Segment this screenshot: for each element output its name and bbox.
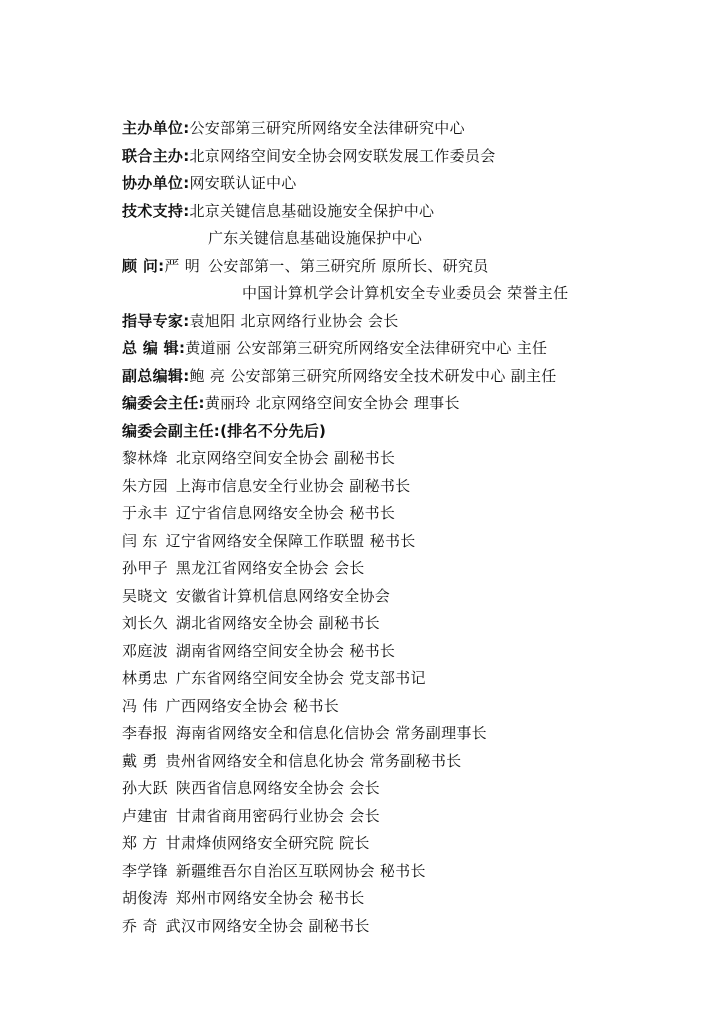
- member-info: 辽宁省信息网络安全协会 秘书长: [175, 504, 396, 522]
- deputy-editor-label: 副总编辑:: [122, 366, 190, 385]
- expert-value: 袁旭阳 北京网络行业协会 会长: [189, 311, 399, 330]
- editor-row: [122, 335, 702, 363]
- member-name: 郑 方: [122, 834, 158, 852]
- member-name: 乔 奇: [122, 916, 158, 935]
- member-info: 湖南省网络空间安全协会 秘书长: [175, 641, 396, 660]
- co-organizer-row: [122, 143, 702, 171]
- member-name: 于永丰: [122, 504, 168, 522]
- committee-vice-heading: 编委会副主任:(排名不分先后): [122, 421, 327, 440]
- list-item: [122, 858, 702, 886]
- advisor-title-1: 公安部第一、第三研究所 原所长、研究员: [208, 256, 489, 275]
- list-item: [122, 775, 702, 803]
- assisting-value: 网安联认证中心: [189, 174, 297, 192]
- member-name: 冯 伟: [122, 696, 158, 715]
- list-item: [122, 473, 702, 501]
- advisor-row-2: [122, 280, 702, 308]
- member-name: 孙甲子: [122, 559, 168, 577]
- list-item: [122, 445, 702, 473]
- list-item: [122, 748, 702, 776]
- member-info: 武汉市网络安全协会 副秘书长: [165, 916, 370, 935]
- member-list: [122, 445, 702, 940]
- advisor-label: 顾 问:: [122, 256, 165, 275]
- list-item: [122, 638, 702, 666]
- deputy-editor-row: [122, 363, 702, 391]
- assisting-label: 协办单位:: [122, 174, 190, 192]
- member-info: 郑州市网络安全协会 秘书长: [175, 889, 365, 907]
- list-item: [122, 803, 702, 831]
- list-item: [122, 830, 702, 858]
- editor-label: 总 编 辑:: [122, 339, 186, 357]
- member-info: 湖北省网络安全协会 副秘书长: [175, 614, 380, 632]
- advisor-title-2: 中国计算机学会计算机安全专业委员会 荣誉主任: [242, 284, 569, 302]
- member-info: 广西网络安全协会 秘书长: [165, 696, 340, 715]
- tech-support-row: [122, 198, 702, 226]
- committee-chair-value: 黄丽玲 北京网络空间安全协会 理事长: [204, 394, 460, 412]
- deputy-editor-value: 鲍 亮 公安部第三研究所网络安全技术研发中心 副主任: [189, 366, 557, 385]
- member-info: 黑龙江省网络安全协会 会长: [175, 559, 365, 577]
- member-info: 陕西省信息网络安全协会 会长: [175, 779, 380, 797]
- organizer-row: [122, 115, 702, 143]
- member-name: 胡俊涛: [122, 889, 168, 907]
- member-name: 李春报: [122, 724, 168, 742]
- advisor-name: 严 明: [164, 256, 201, 275]
- list-item: [122, 610, 702, 638]
- member-info: 安徽省计算机信息网络安全协会: [175, 586, 391, 605]
- list-item: [122, 583, 702, 611]
- organizer-label: 主办单位:: [122, 119, 190, 137]
- member-info: 北京网络空间安全协会 副秘书长: [175, 449, 396, 467]
- member-name: 闫 东: [122, 531, 158, 550]
- committee-chair-label: 编委会主任:: [122, 394, 205, 412]
- member-info: 甘肃烽侦网络安全研究院 院长: [165, 834, 370, 852]
- member-info: 贵州省网络安全和信息化协会 常务副秘书长: [165, 751, 462, 770]
- member-name: 林勇忠: [122, 669, 168, 687]
- member-info: 上海市信息安全行业协会 副秘书长: [175, 476, 411, 495]
- member-name: 孙大跃: [122, 779, 168, 797]
- list-item: [122, 665, 702, 693]
- member-info: 广东省网络空间安全协会 党支部书记: [175, 669, 426, 687]
- assisting-row: [122, 170, 702, 198]
- member-name: 黎林烽: [122, 449, 168, 467]
- list-item: [122, 913, 702, 941]
- member-info: 辽宁省网络安全保障工作联盟 秘书长: [165, 531, 416, 550]
- list-item: [122, 693, 702, 721]
- editor-value: 黄道丽 公安部第三研究所网络安全法律研究中心 主任: [185, 339, 548, 357]
- member-name: 邓庭波: [122, 641, 168, 660]
- list-item: [122, 500, 702, 528]
- member-info: 新疆维吾尔自治区互联网协会 秘书长: [175, 861, 426, 880]
- committee-chair-row: [122, 390, 702, 418]
- tech-support-value-2: 广东关键信息基础设施保护中心: [208, 229, 423, 247]
- organizer-value: 公安部第三研究所网络安全法律研究中心: [189, 119, 465, 137]
- list-item: [122, 555, 702, 583]
- member-name: 李学锋: [122, 861, 168, 880]
- list-item: [122, 885, 702, 913]
- list-item: [122, 528, 702, 556]
- tech-support-value-1: 北京关键信息基础设施安全保护中心: [189, 201, 435, 220]
- member-info: 甘肃省商用密码行业协会 会长: [175, 806, 380, 825]
- member-name: 卢建宙: [122, 806, 168, 825]
- co-organizer-label: 联合主办:: [122, 146, 190, 165]
- advisor-row: [122, 253, 702, 281]
- co-organizer-value: 北京网络空间安全协会网安联发展工作委员会: [189, 146, 496, 165]
- list-item: [122, 720, 702, 748]
- member-name: 刘长久: [122, 614, 168, 632]
- masthead: [122, 115, 702, 940]
- tech-support-row-2: [122, 225, 702, 253]
- member-name: 吴晓文: [122, 586, 168, 605]
- expert-label: 指导专家:: [122, 311, 190, 330]
- member-info: 海南省网络安全和信息化信协会 常务副理事长: [175, 724, 487, 742]
- tech-support-label: 技术支持:: [122, 201, 190, 220]
- member-name: 戴 勇: [122, 751, 158, 770]
- expert-row: [122, 308, 702, 336]
- member-name: 朱方园: [122, 476, 168, 495]
